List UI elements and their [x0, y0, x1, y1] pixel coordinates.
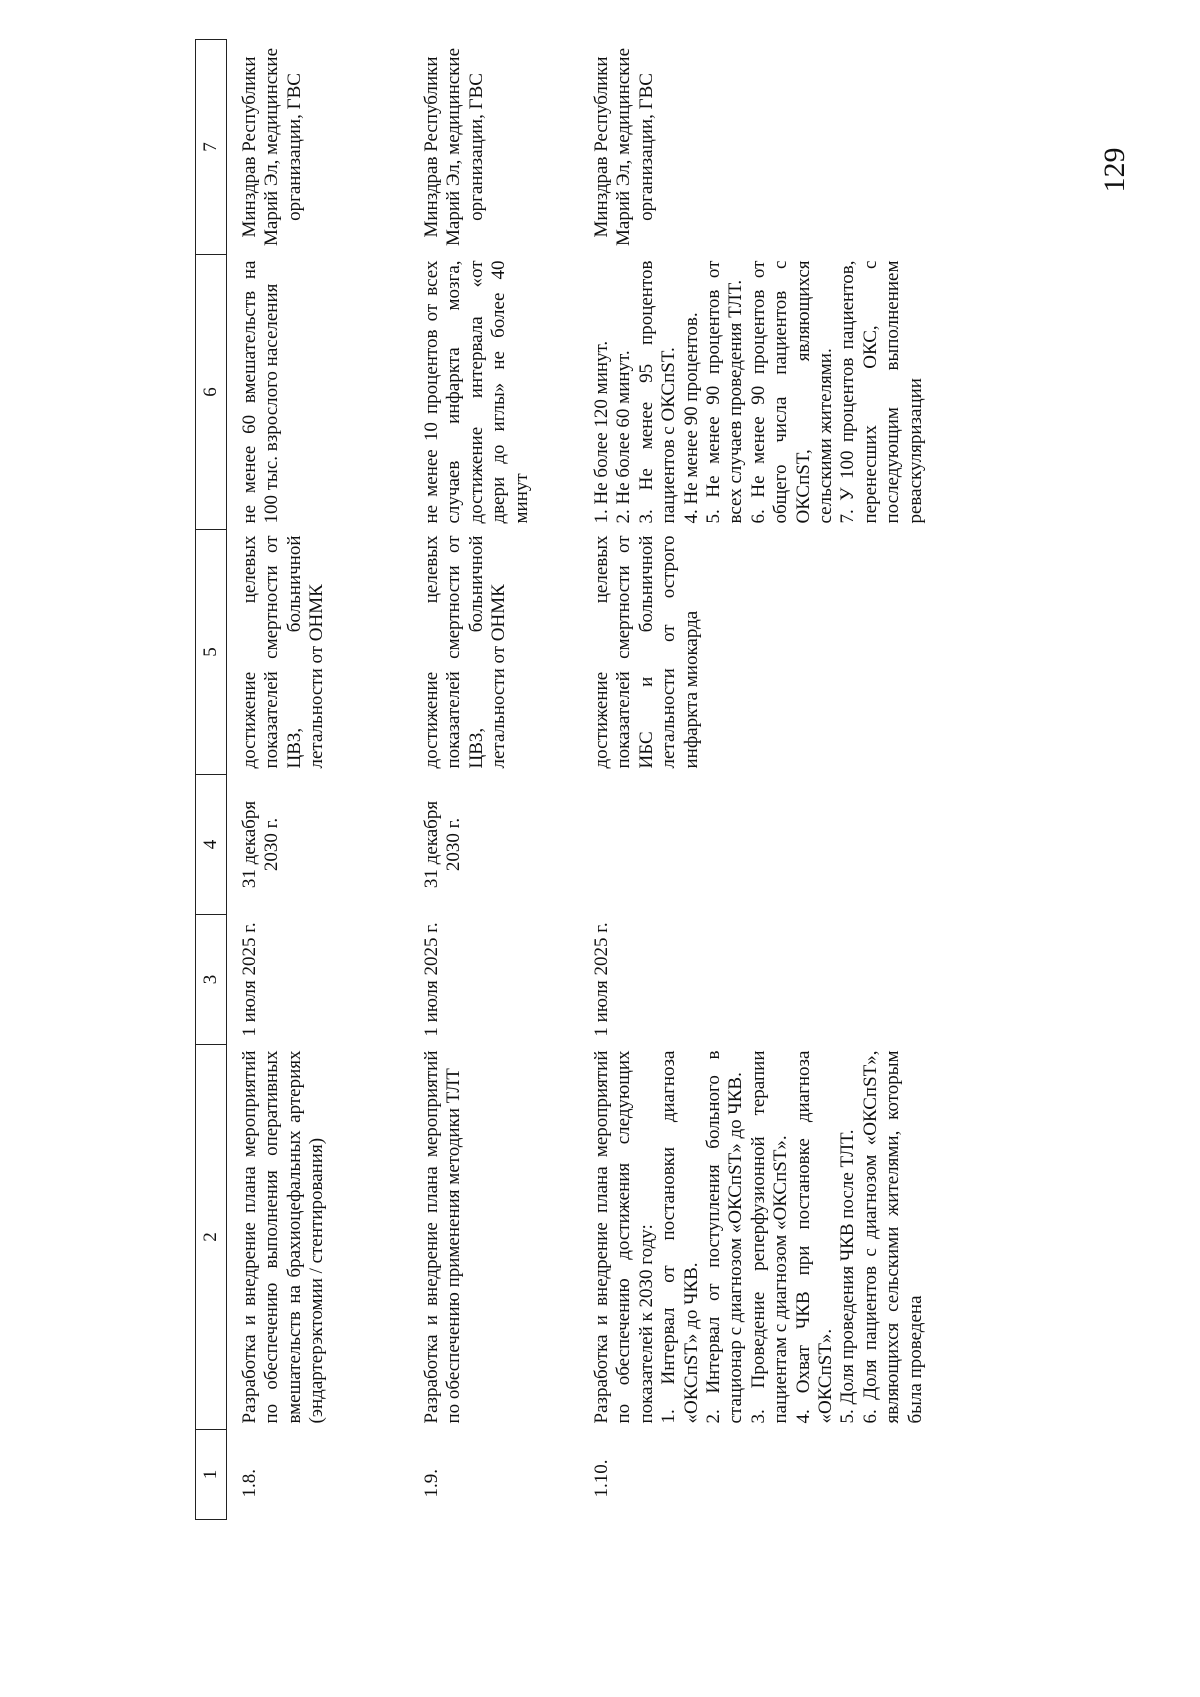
start-date: 1 июля 2025 г.: [421, 922, 442, 1037]
end-date: 31 декабря 2030 г.: [239, 800, 283, 889]
expected-result: достижение целевых показателей смертности от ИБС и больничной летальности от острого инфаркта миокарда: [591, 535, 702, 769]
item-number: 1.10.: [591, 1459, 612, 1498]
responsible-party: Минздрав Республики Марий Эл, медицинские организации, ГВС: [591, 48, 657, 246]
expected-result: достижение целевых показателей смертности от ЦВЗ, больничной летальности от ОНМК: [239, 535, 328, 769]
column-header: 2: [196, 1045, 227, 1430]
end-date: [579, 775, 1081, 915]
indicator-line: 4. Не менее 90 процентов.: [680, 312, 702, 524]
indicator-line: 2. Не более 60 минут.: [613, 350, 635, 524]
indicator-line: 3. Не менее 95 процентов пациентов с ОКСпST.: [635, 260, 680, 524]
measure-line: 6. Доля пациентов с диагнозом «ОКСпST», являющихся сельскими жителями, которым была проведена: [859, 1050, 926, 1424]
measure-text: Разработка и внедрение плана мероприятий по обеспечению выполнения оперативных вмешательств на брахиоцефальных артериях (эндартерэктомии / стентирования): [239, 1050, 328, 1424]
column-header: 5: [196, 530, 227, 775]
rotated-table-container: [195, 40, 1075, 1520]
indicator-line: 1. Не более 120 минут.: [591, 340, 612, 524]
column-header: 4: [196, 775, 227, 915]
measure-line: 1. Интервал от постановки диагноза «ОКСпST» до ЧКВ.: [658, 1050, 702, 1424]
responsible-party: Минздрав Республики Марий Эл, медицинские организации, ГВС: [239, 48, 305, 246]
measure-line: Разработка и внедрение плана мероприятий по обеспечению достижения следующих показателей к 2030 году:: [591, 1050, 657, 1424]
indicator-line: 5. Не менее 90 процентов от всех случаев проведения ТЛТ.: [703, 260, 747, 524]
item-number: 1.9.: [421, 1469, 442, 1498]
column-header: 7: [196, 40, 227, 255]
indicator-line: 6. Не менее 90 процентов от общего числа пациентов с ОКСпST, являющихся сельскими жителями.: [747, 260, 837, 524]
end-date: 31 декабря 2030 г.: [421, 800, 465, 889]
measure-text: [579, 1045, 1081, 1430]
table-row: [579, 40, 1081, 1520]
measure-line: 4. Охват ЧКВ при постановке диагноза «ОКСпST».: [792, 1050, 837, 1424]
target-indicator: [579, 255, 1081, 530]
measure-line: 3. Проведение реперфузионной терапии пациентам с диагнозом «ОКСпST».: [747, 1050, 792, 1424]
indicator-line: 7. У 100 процентов пациентов, перенесших ОКС, с последующим выполнением реваскуляризации: [837, 260, 926, 524]
page-number: 129: [1098, 147, 1131, 193]
header-row: [196, 40, 227, 1520]
table-row: [409, 40, 579, 1520]
measure-text: Разработка и внедрение плана мероприятий по обеспечению применения методики ТЛТ: [421, 1050, 465, 1424]
column-header: 1: [196, 1430, 227, 1520]
start-date: 1 июля 2025 г.: [591, 922, 612, 1037]
column-header: 3: [196, 915, 227, 1045]
target-indicator: не менее 10 процентов от всех случаев инфаркта мозга, достижение интервала «от двери до иглы» не более 40 минут: [421, 260, 532, 524]
plan-table: [195, 39, 1081, 1520]
responsible-party: Минздрав Республики Марий Эл, медицинские организации, ГВС: [421, 48, 487, 246]
expected-result: достижение целевых показателей смертности от ЦВЗ, больничной летальности от ОНМК: [421, 535, 510, 769]
measure-line: 2. Интервал от поступления больного в стационар с диагнозом «ОКСпST» до ЧКВ.: [703, 1050, 747, 1424]
item-number: 1.8.: [239, 1469, 260, 1498]
target-indicator: не менее 60 вмешательств на 100 тыс. взрослого населения: [239, 260, 283, 524]
start-date: 1 июля 2025 г.: [239, 922, 260, 1037]
column-header: 6: [196, 255, 227, 530]
measure-line: 5. Доля проведения ЧКВ после ТЛТ.: [837, 1129, 859, 1424]
table-row: [227, 40, 410, 1520]
